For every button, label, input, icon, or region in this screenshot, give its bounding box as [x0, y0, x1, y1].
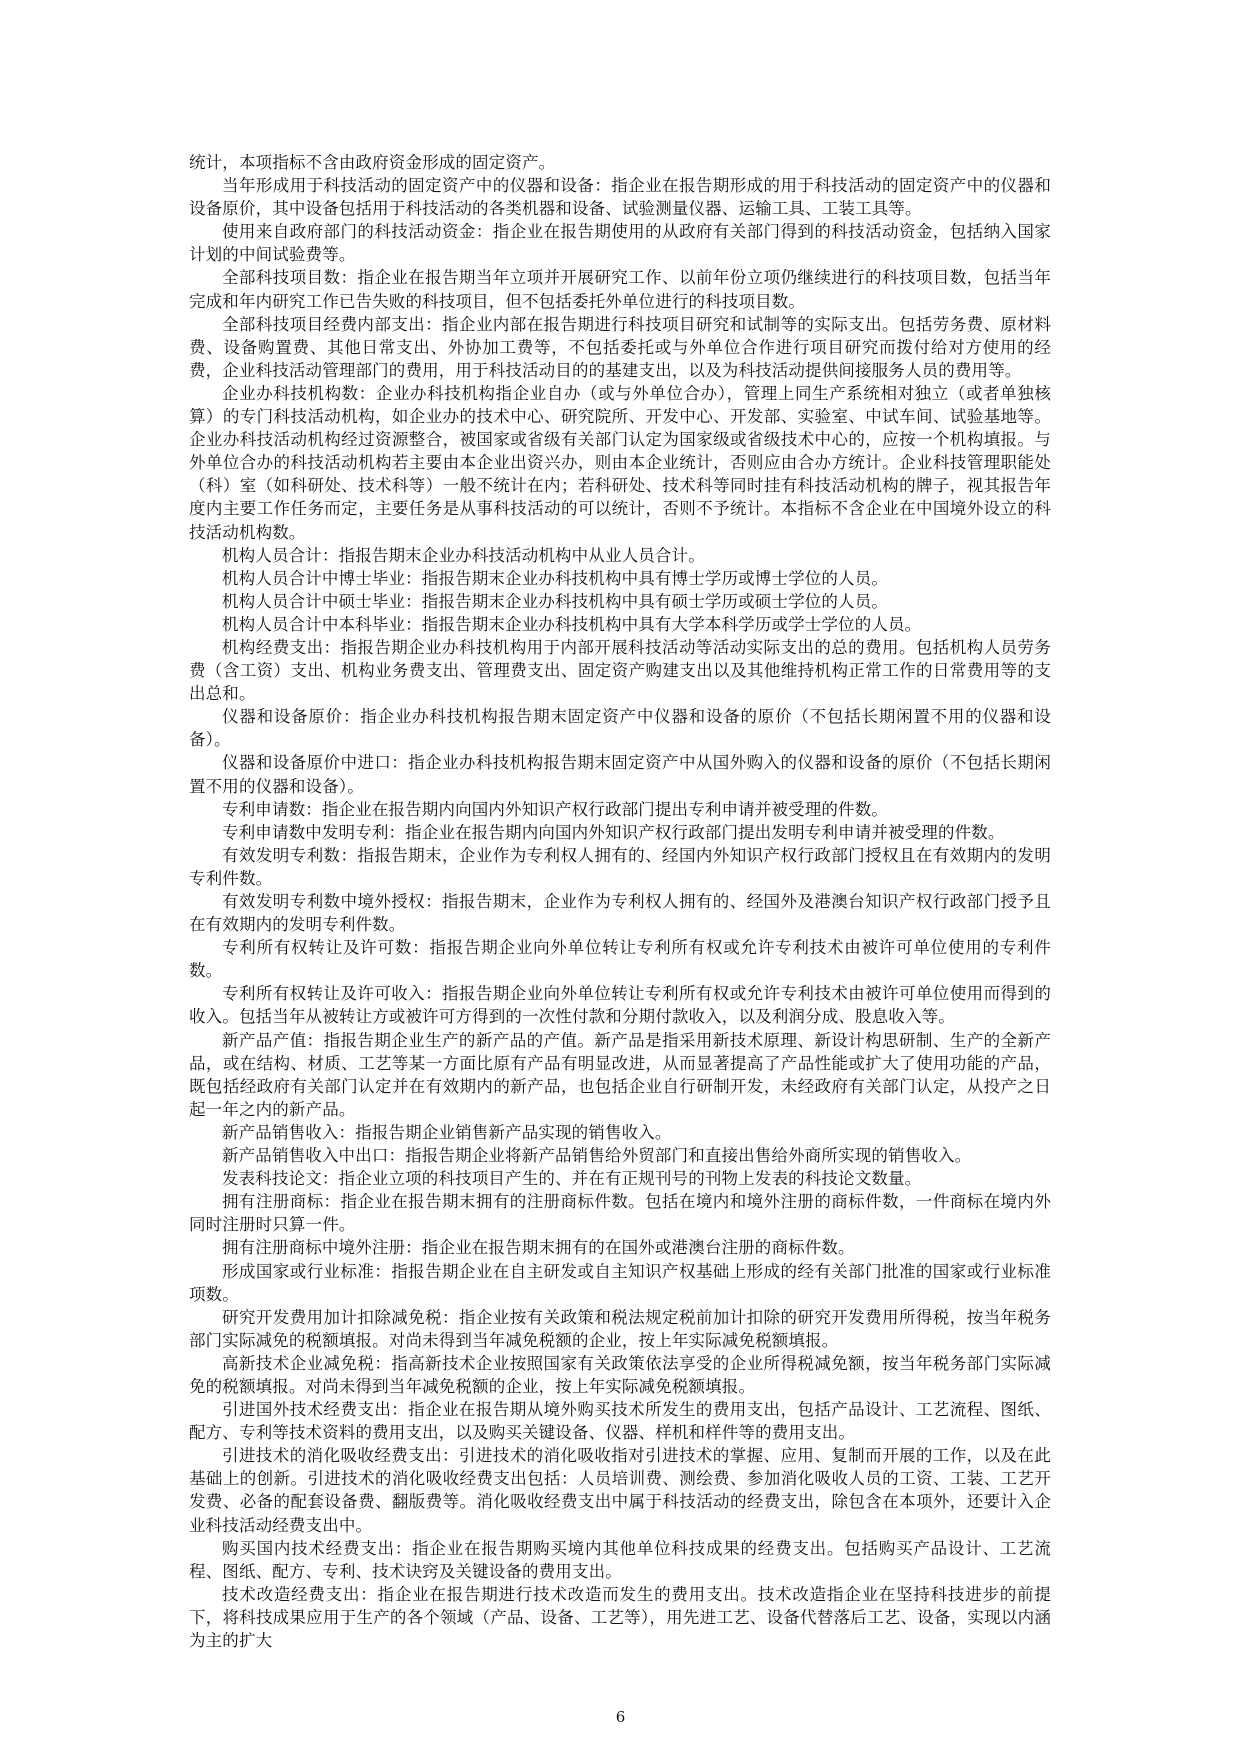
paragraph-valid-invention-patents: 有效发明专利数：指报告期末，企业作为专利权人拥有的、经国内外知识产权行政部门授权且在有效期内的发明专利件数。	[189, 845, 1051, 888]
paragraph-continuation: 统计，本项指标不含由政府资金形成的固定资产。	[189, 153, 556, 172]
paragraph-government-funds: 使用来自政府部门的科技活动资金：指企业在报告期使用的从政府有关部门得到的科技活动资金，包括纳入国家计划的中间试验费等。	[189, 222, 1051, 265]
paragraph-institution-expenditure: 机构经费支出：指报告期企业办科技机构用于内部开展科技活动等活动实际支出的总的费用。包括机构人员劳务费（含工资）支出、机构业务费支出、管理费支出、固定资产购建支出以及其他维持机构正常工作的日常费用等的支出总和。	[189, 637, 1051, 704]
paragraph-tech-renovation: 技术改造经费支出：指企业在报告期进行技术改造而发生的费用支出。技术改造指企业在坚持科技进步的前提下，将科技成果应用于生产的各个领域（产品、设备、工艺等），用先进工艺、设备代替落后工艺、设备，实现以内涵为主的扩大	[189, 1584, 1051, 1650]
paragraph-institution-count: 企业办科技机构数：企业办科技机构指企业自办（或与外单位合办），管理上同生产系统相对独立（或者单独核算）的专门科技活动机构，如企业办的技术中心、研究院所、开发中心、开发部、实验室、中试车间、试验基地等。企业办科技活动机构经过资源整合，被国家或省级有关部门认定为国家级或省级技术中心的，应按一个机构填报。与外单位合办的科技活动机构若主要由本企业出资兴办，则由本企业统计，否则应由合办方统计。企业科技管理职能处（科）室（如科研处、技术科等）一般不统计在内；若科研处、技术科等同时挂有科技活动机构的牌子，视其报告年度内主要工作任务而定，主要任务是从事科技活动的可以统计，否则不予统计。本指标不含企业在中国境外设立的科技活动机构数。	[189, 383, 1051, 542]
paragraph-equipment-value: 仪器和设备原价：指企业办科技机构报告期末固定资产中仪器和设备的原价（不包括长期闲置不用的仪器和设备）。	[189, 707, 1051, 750]
paragraph-rd-tax-deduction: 研究开发费用加计扣除减免税：指企业按有关政策和税法规定税前加计扣除的研究开发费用所得税，按当年税务部门实际减免的税额填报。对尚未得到当年减免税额的企业，按上年实际减免税额填报。	[189, 1307, 1051, 1350]
paragraph-overseas-trademarks: 拥有注册商标中境外注册：指企业在报告期末拥有的在国外或港澳台注册的商标件数。	[222, 1238, 855, 1258]
paragraph-staff-doctorate: 机构人员合计中博士毕业：指报告期末企业办科技机构中具有博士学历或博士学位的人员。	[222, 568, 888, 588]
paragraph-trademarks: 拥有注册商标：指企业在报告期末拥有的注册商标件数。包括在境内和境外注册的商标件数，一件商标在境内外同时注册时只算一件。	[189, 1192, 1051, 1235]
paragraph-project-expenditure: 全部科技项目经费内部支出：指企业内部在报告期进行科技项目研究和试制等的实际支出。包括劳务费、原材料费、设备购置费、其他日常支出、外协加工费等，不包括委托或与外单位合作进行项目研究而拨付给对方使用的经费，企业科技活动管理部门的费用，用于科技活动目的的基建支出，以及为科技活动提供间接服务人员的费用等。	[189, 314, 1051, 380]
paragraph-domestic-tech-purchase: 购买国内技术经费支出：指企业在报告期购买境内其他单位科技成果的经费支出。包括购买产品设计、工艺流程、图纸、配方、专利、技术诀窍及关键设备的费用支出。	[189, 1538, 1051, 1581]
paragraph-high-tech-tax: 高新技术企业减免税：指高新技术企业按照国家有关政策依法享受的企业所得税减免额，按当年税务部门实际减免的税额填报。对尚未得到当年减免税额的企业，按上年实际减免税额填报。	[189, 1353, 1051, 1396]
paragraph-overseas-patents: 有效发明专利数中境外授权：指报告期末，企业作为专利权人拥有的、经国外及港澳台知识产权行政部门授予且在有效期内的发明专利件数。	[189, 892, 1051, 935]
paragraph-staff-master: 机构人员合计中硕士毕业：指报告期末企业办科技机构中具有硕士学历或硕士学位的人员。	[222, 591, 888, 611]
paragraph-new-product-sales: 新产品销售收入：指报告期企业销售新产品实现的销售收入。	[222, 1122, 672, 1142]
paragraph-invention-patent-applications: 专利申请数中发明专利：指企业在报告期内向国内外知识产权行政部门提出发明专利申请并被受理的件数。	[222, 822, 1005, 842]
paragraph-patent-transfer-count: 专利所有权转让及许可数：指报告期企业向外单位转让专利所有权或允许专利技术由被许可单位使用的专利件数。	[189, 938, 1051, 981]
paragraph-tech-absorption: 引进技术的消化吸收经费支出：引进技术的消化吸收指对引进技术的掌握、应用、复制而开展的工作，以及在此基础上的创新。引进技术的消化吸收经费支出包括：人员培训费、测绘费、参加消化吸收人员的工资、工装、工艺开发费、必备的配套设备费、翻版费等。消化吸收经费支出中属于科技活动的经费支出，除包含在本项外，还要计入企业科技活动经费支出中。	[189, 1446, 1051, 1535]
page-number: 6	[615, 1708, 626, 1726]
paragraph-patent-transfer-income: 专利所有权转让及许可收入：指报告期企业向外单位转让专利所有权或允许专利技术由被许可单位使用而得到的收入。包括当年从被转让方或被许可方得到的一次性付款和分期付款收入，以及利润分成、股息收入等。	[189, 984, 1051, 1027]
paragraph-standards: 形成国家或行业标准：指报告期企业在自主研发或自主知识产权基础上形成的经有关部门批准的国家或行业标准项数。	[189, 1261, 1051, 1304]
paragraph-staff-bachelor: 机构人员合计中本科毕业：指报告期末企业办科技机构中具有大学本科学历或学士学位的人员。	[222, 614, 922, 634]
paragraph-staff-total: 机构人员合计：指报告期末企业办科技活动机构中从业人员合计。	[222, 545, 705, 565]
paragraph-published-papers: 发表科技论文：指企业立项的科技项目产生的、并在有正规刊号的刊物上发表的科技论文数量。	[222, 1169, 922, 1189]
paragraph-equipment-imported: 仪器和设备原价中进口：指企业办科技机构报告期末固定资产中从国外购入的仪器和设备的原价（不包括长期闲置不用的仪器和设备）。	[189, 753, 1051, 796]
paragraph-foreign-tech-import: 引进国外技术经费支出：指企业在报告期从境外购买技术所发生的费用支出，包括产品设计、工艺流程、图纸、配方、专利等技术资料的费用支出，以及购买关键设备、仪器、样机和样件等的费用支出。	[189, 1400, 1051, 1443]
paragraph-new-product-output: 新产品产值：指报告期企业生产的新产品的产值。新产品是指采用新技术原理、新设计构思研制、生产的全新产品，或在结构、材质、工艺等某一方面比原有产品有明显改进，从而显著提高了产品性能或扩大了使用功能的产品，既包括经政府有关部门认定并在有效期内的新产品，也包括企业自行研制开发，未经政府有关部门认定，从投产之日起一年之内的新产品。	[189, 1030, 1051, 1119]
paragraph-patent-applications: 专利申请数：指企业在报告期内向国内外知识产权行政部门提出专利申请并被受理的件数。	[222, 799, 888, 819]
paragraph-instrument-equipment: 当年形成用于科技活动的固定资产中的仪器和设备：指企业在报告期形成的用于科技活动的固定资产中的仪器和设备原价，其中设备包括用于科技活动的各类机器和设备、试验测量仪器、运输工具、工装工具等。	[189, 176, 1051, 219]
paragraph-new-product-export: 新产品销售收入中出口：指报告期企业将新产品销售给外贸部门和直接出售给外商所实现的销售收入。	[222, 1146, 972, 1166]
paragraph-project-count: 全部科技项目数：指企业在报告期当年立项并开展研究工作、以前年份立项仍继续进行的科技项目数，包括当年完成和年内研究工作已告失败的科技项目，但不包括委托外单位进行的科技项目数。	[189, 268, 1051, 311]
document-body	[189, 151, 1051, 1652]
